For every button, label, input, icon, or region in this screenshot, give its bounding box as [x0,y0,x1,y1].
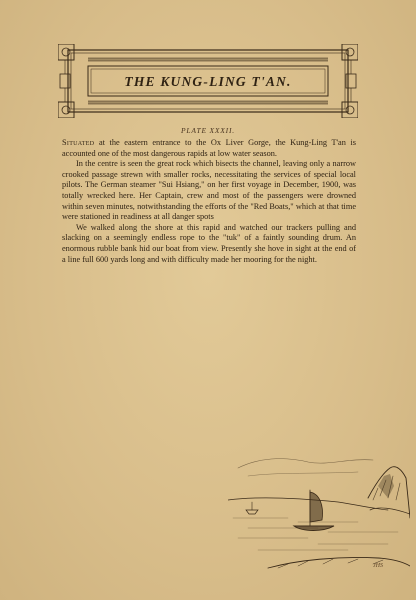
title-cartouche [58,44,358,118]
river-sketch-illustration [228,428,410,583]
artist-mark: JHS [373,563,383,569]
paragraph-3: We walked along the shore at this rapid and watched our trackers pulling and slacking on a seemingly endless rope to the "tuk" of a faintly sounding drum. An enormous rubble bank hid our boat from view. Presently she hove in sight at the end of a line full 600 yards long and with difficulty made her mooring for the night. [62,222,356,264]
paragraph-2: In the centre is seen the great rock which bisects the channel, leaving only a narrow crooked passage strewn with smaller rocks, necessitating the services of special local pilots. The German steamer "Sui Hsiang," on her first voyage in December, 1900, was totally wrecked here. Her Captain, crew and most of the passengers were drowned within seven minutes, notwithstanding the efforts of the "Red Boats," which at that time were stationed in readiness at all danger spots [62,159,356,222]
page-title: THE KUNG-LING T'AN. [124,74,292,89]
paragraph-1 [62,138,356,159]
plate-number: PLATE XXXII. [181,126,235,135]
lead-word: Situated [62,138,95,147]
body-text [62,138,356,265]
paragraph-1-text: at the eastern entrance to the Ox Liver Gorge, the Kung-Ling T'an is accounted one of the most dangerous rapids at low water season. [62,138,356,158]
